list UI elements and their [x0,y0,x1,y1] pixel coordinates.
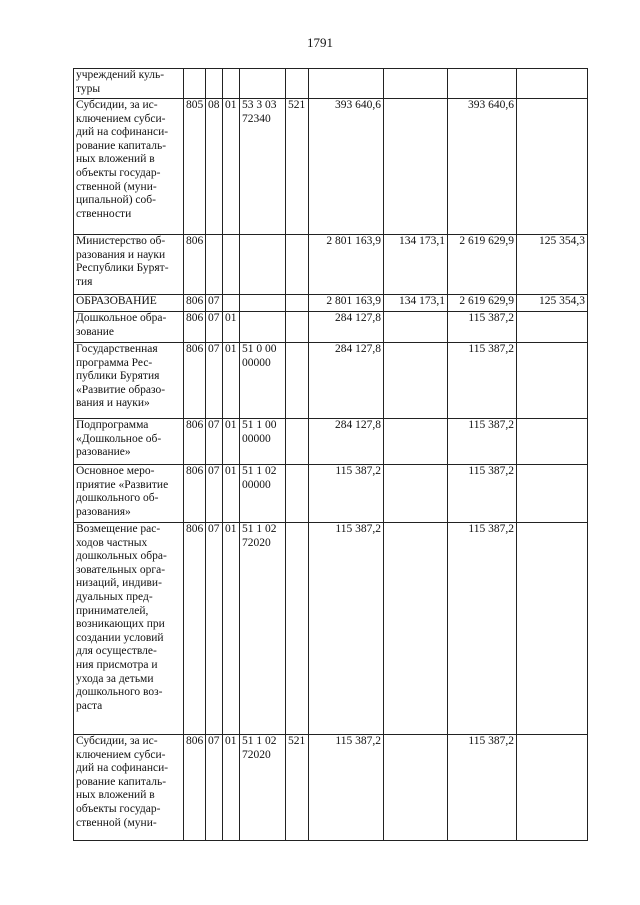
expense-type-code: 521 [286,99,309,235]
ministry-code [184,69,206,99]
amount-3 [448,69,517,99]
amount-3: 115 387,2 [448,419,517,465]
row-name: Государственная программа Рес- публики Бурятия «Развитие образо- вания и науки» [74,343,184,419]
table-row [74,312,588,343]
amount-2: 134 173,1 [384,295,448,312]
expense-type-code [286,465,309,523]
row-name: Субсидии, за ис- ключением субси- дий на софинанси- рование капиталь- ных вложений в объекты государ- ственной (муни- ципальной) соб- ственности [74,99,184,235]
subsection-code: 01 [223,99,240,235]
ministry-code: 806 [184,523,206,735]
amount-4: 125 354,3 [517,235,588,295]
ministry-code: 805 [184,99,206,235]
amount-4: 125 354,3 [517,295,588,312]
amount-2 [384,465,448,523]
amount-1: 115 387,2 [309,735,384,841]
row-name: Основное меро- приятие «Развитие дошкольного об- разования» [74,465,184,523]
section-code: 07 [206,343,223,419]
table-row [74,343,588,419]
amount-3: 393 640,6 [448,99,517,235]
amount-1: 115 387,2 [309,465,384,523]
subsection-code [223,295,240,312]
amount-4 [517,523,588,735]
expense-type-code [286,343,309,419]
table-row [74,735,588,841]
expense-type-code [286,235,309,295]
subsection-code: 01 [223,735,240,841]
table-row [74,99,588,235]
subsection-code: 01 [223,465,240,523]
target-article-code: 53 3 03 72340 [240,99,286,235]
amount-4 [517,465,588,523]
page-number: 1791 [307,35,333,50]
amount-3: 115 387,2 [448,465,517,523]
amount-4 [517,312,588,343]
subsection-code: 01 [223,523,240,735]
amount-1: 284 127,8 [309,419,384,465]
section-code [206,69,223,99]
row-name: Возмещение рас- ходов частных дошкольных обра- зовательных орга- низаций, индиви- дуальных пред- принимателей, возникающих при создании условий для осуществле- ния присмотра и ухода за детьми дошкольного воз- раста [74,523,184,735]
amount-1 [309,69,384,99]
target-article-code: 51 1 02 72020 [240,523,286,735]
target-article-code: 51 1 02 72020 [240,735,286,841]
amount-1: 2 801 163,9 [309,295,384,312]
amount-3: 115 387,2 [448,312,517,343]
amount-4 [517,69,588,99]
section-code: 07 [206,523,223,735]
table-row [74,523,588,735]
target-article-code [240,235,286,295]
target-article-code [240,312,286,343]
section-code: 07 [206,295,223,312]
expense-type-code [286,419,309,465]
amount-1: 2 801 163,9 [309,235,384,295]
table-row [74,419,588,465]
target-article-code: 51 1 00 00000 [240,419,286,465]
expense-type-code [286,312,309,343]
target-article-code [240,69,286,99]
amount-4 [517,735,588,841]
budget-table [73,68,588,841]
amount-1: 284 127,8 [309,343,384,419]
row-name: Дошкольное обра- зование [74,312,184,343]
subsection-code [223,69,240,99]
subsection-code: 01 [223,343,240,419]
target-article-code: 51 0 00 00000 [240,343,286,419]
amount-4 [517,99,588,235]
ministry-code: 806 [184,312,206,343]
ministry-code: 806 [184,295,206,312]
expense-type-code [286,523,309,735]
amount-2 [384,99,448,235]
amount-3: 115 387,2 [448,735,517,841]
row-name: учреждений куль- туры [74,69,184,99]
amount-2 [384,419,448,465]
ministry-code: 806 [184,735,206,841]
expense-type-code [286,69,309,99]
target-article-code: 51 1 02 00000 [240,465,286,523]
subsection-code: 01 [223,312,240,343]
amount-2 [384,523,448,735]
subsection-code: 01 [223,419,240,465]
ministry-code: 806 [184,465,206,523]
row-name: Подпрограмма «Дошкольное об- разование» [74,419,184,465]
section-code [206,235,223,295]
subsection-code [223,235,240,295]
amount-4 [517,343,588,419]
amount-1: 284 127,8 [309,312,384,343]
amount-2: 134 173,1 [384,235,448,295]
row-name: ОБРАЗОВАНИЕ [74,295,184,312]
section-code: 07 [206,419,223,465]
ministry-code: 806 [184,235,206,295]
table-row [74,295,588,312]
amount-3: 2 619 629,9 [448,295,517,312]
expense-type-code [286,295,309,312]
section-code: 07 [206,465,223,523]
row-name: Субсидии, за ис- ключением субси- дий на софинанси- рование капиталь- ных вложений в объекты государ- ственной (муни- [74,735,184,841]
ministry-code: 806 [184,343,206,419]
amount-2 [384,69,448,99]
amount-2 [384,312,448,343]
amount-4 [517,419,588,465]
row-name: Министерство об- разования и науки Республики Бурят- тия [74,235,184,295]
amount-3: 115 387,2 [448,343,517,419]
section-code: 08 [206,99,223,235]
table-row [74,235,588,295]
amount-2 [384,735,448,841]
amount-1: 393 640,6 [309,99,384,235]
amount-3: 2 619 629,9 [448,235,517,295]
section-code: 07 [206,735,223,841]
table-row [74,69,588,99]
amount-2 [384,343,448,419]
table-row [74,465,588,523]
amount-1: 115 387,2 [309,523,384,735]
amount-3: 115 387,2 [448,523,517,735]
expense-type-code: 521 [286,735,309,841]
section-code: 07 [206,312,223,343]
ministry-code: 806 [184,419,206,465]
target-article-code [240,295,286,312]
